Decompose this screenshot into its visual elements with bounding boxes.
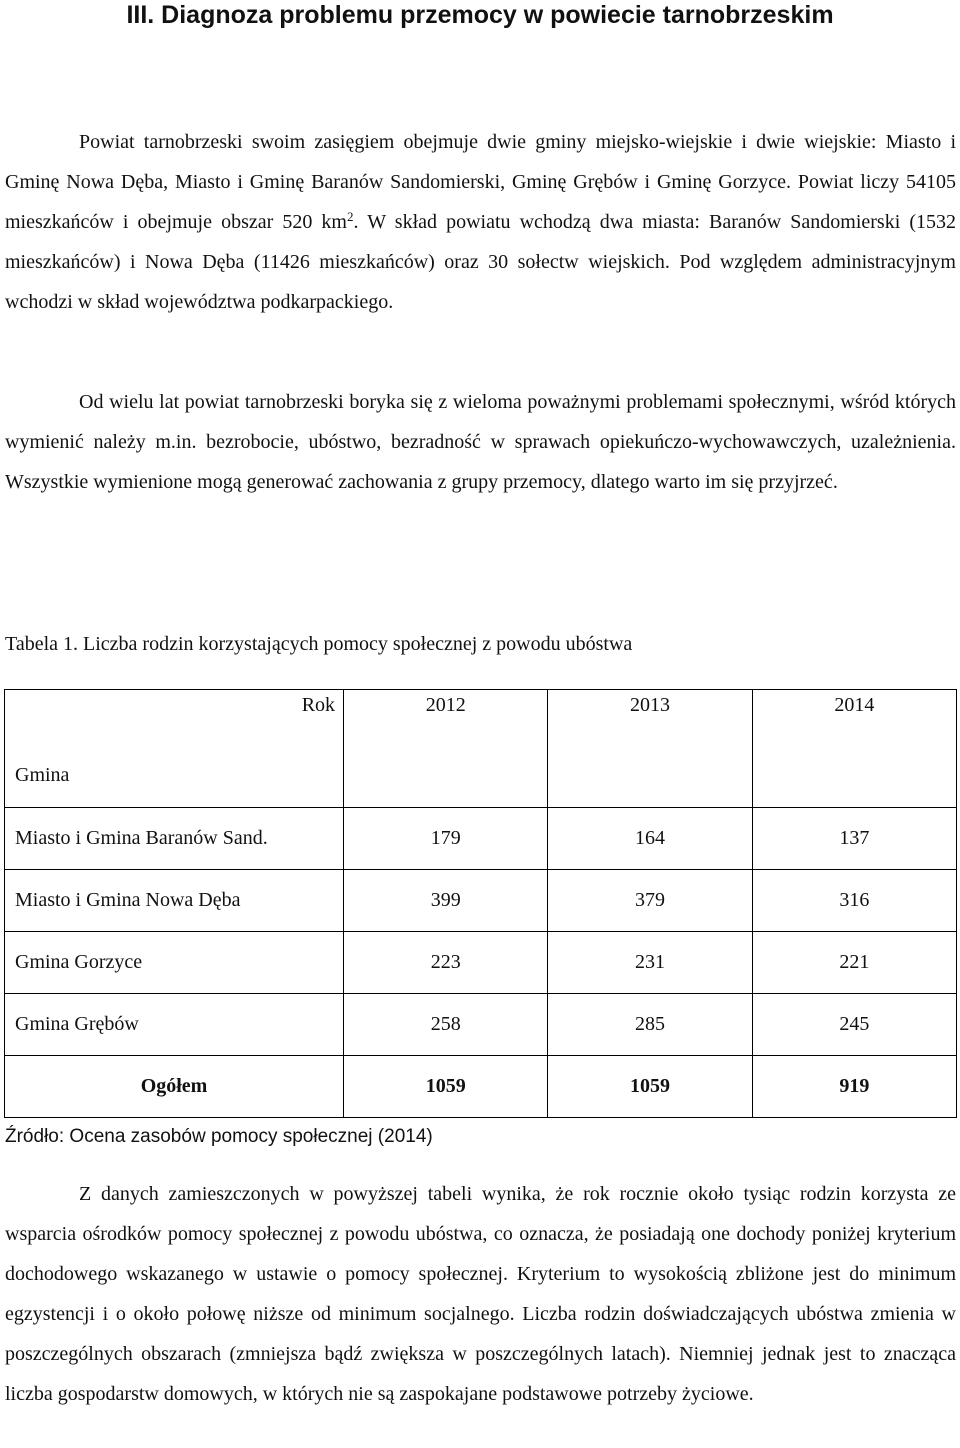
problems-paragraph: Od wielu lat powiat tarnobrzeski boryka się z wieloma poważnymi problemami społecznymi, wśród których wymienić należy m.in. bezrobocie, ubóstwo, bezradność w sprawach opiekuńczo-wychowawczych, uzależnienia. Wszystkie wymienione mogą generować zachowania z grupy przemocy, dlatego warto im się przyjrzeć. xyxy=(5,391,956,493)
total-cell: 1059 xyxy=(344,1056,548,1118)
table-cell: 399 xyxy=(344,870,548,932)
table-cell: 285 xyxy=(548,994,752,1056)
total-row xyxy=(5,1056,957,1118)
table-header-row xyxy=(5,690,957,808)
gmina-header-label: Gmina xyxy=(15,764,70,786)
intro-text-continued: . W skład powiatu wchodzą dwa miasta: Baranów Sandomierski (1532 mieszkańców) i Nowa Dęba (11426 mieszkańców) oraz 30 sołectw wiejskich. Pod względem administracyjnym wchodzi w skład województwa podkarpackiego. xyxy=(5,211,956,313)
table-source: Źródło: Ocena zasobów pomocy społecznej (2014) xyxy=(5,1126,433,1147)
table-cell: 164 xyxy=(548,808,752,870)
table-cell: 221 xyxy=(752,932,956,994)
intro-text: Powiat tarnobrzeski swoim zasięgiem obejmuje dwie gminy miejsko-wiejskie i dwie wiejskie: Miasto i Gminę Nowa Dęba, Miasto i Gminę Baranów Sandomierski, Gminę Grębów i Gminę Gorzyce. Powiat liczy 54105 mieszkańców i obejmuje obszar 520 km xyxy=(5,131,956,233)
row-label: Gmina Grębów xyxy=(5,994,344,1056)
year-header-label: Rok xyxy=(301,694,336,716)
header-corner-cell xyxy=(5,690,344,808)
year-header-cell: 2012 xyxy=(344,690,548,808)
table-row xyxy=(5,932,957,994)
table-cell: 258 xyxy=(344,994,548,1056)
table-row xyxy=(5,994,957,1056)
total-label: Ogółem xyxy=(5,1056,344,1118)
year-header-cell: 2013 xyxy=(548,690,752,808)
row-label: Gmina Gorzyce xyxy=(5,932,344,994)
table-caption: Tabela 1. Liczba rodzin korzystających pomocy społecznej z powodu ubóstwa xyxy=(5,633,633,655)
superscript: 2 xyxy=(346,209,354,224)
table-cell: 231 xyxy=(548,932,752,994)
table-cell: 379 xyxy=(548,870,752,932)
table-cell: 316 xyxy=(752,870,956,932)
table-row xyxy=(5,808,957,870)
row-label: Miasto i Gmina Nowa Dęba xyxy=(5,870,344,932)
row-label: Miasto i Gmina Baranów Sand. xyxy=(5,808,344,870)
poverty-table xyxy=(4,689,957,1118)
table-cell: 223 xyxy=(344,932,548,994)
total-cell: 1059 xyxy=(548,1056,752,1118)
conclusion-paragraph: Z danych zamieszczonych w powyższej tabeli wynika, że rok rocznie około tysiąc rodzin korzysta ze wsparcia ośrodków pomocy społecznej z powodu ubóstwa, co oznacza, że posiadają one dochody poniżej kryterium dochodowego wskazanego w ustawie o pomocy społecznej. Kryterium to wysokością zbliżone jest do minimum egzystencji i o około połowę niższe od minimum socjalnego. Liczba rodzin doświadczających ubóstwa zmienia w poszczególnych obszarach (zmniejsza bądź zwiększa w poszczególnych latach). Niemniej jednak jest to znacząca liczba gospodarstw domowych, w których nie są zaspokajane podstawowe potrzeby życiowe. xyxy=(5,1183,956,1405)
total-cell: 919 xyxy=(752,1056,956,1118)
table-cell: 137 xyxy=(752,808,956,870)
table-cell: 245 xyxy=(752,994,956,1056)
year-header-cell: 2014 xyxy=(752,690,956,808)
table-cell: 179 xyxy=(344,808,548,870)
section-heading: III. Diagnoza problemu przemocy w powiecie tarnobrzeskim xyxy=(126,1,834,29)
intro-paragraph xyxy=(5,122,956,322)
table-row xyxy=(5,870,957,932)
